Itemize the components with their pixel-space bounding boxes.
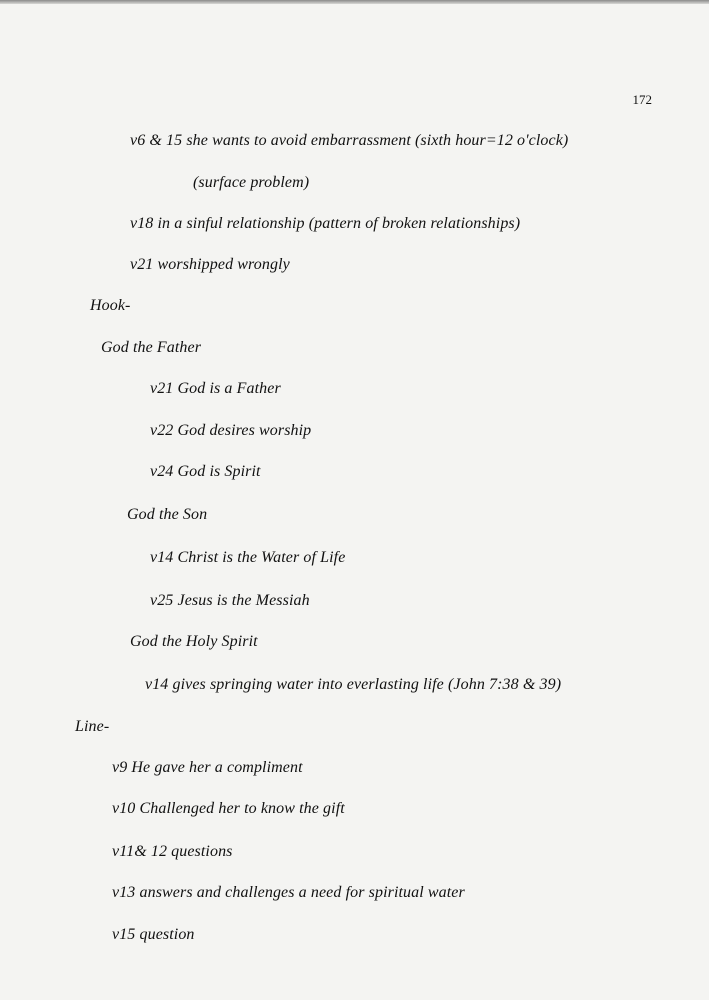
note-line-16: v9 He gave her a compliment bbox=[112, 759, 303, 776]
subheading-god-the-son: God the Son bbox=[127, 506, 208, 523]
note-line-8: v22 God desires worship bbox=[150, 422, 312, 439]
subheading-god-the-father: God the Father bbox=[101, 339, 202, 356]
note-line-11: v14 Christ is the Water of Life bbox=[150, 549, 346, 566]
note-line-1: v6 & 15 she wants to avoid embarrassment (sixth hour=12 o'clock) bbox=[130, 132, 569, 149]
note-line-18: v11& 12 questions bbox=[112, 843, 233, 860]
subheading-god-the-holy-spirit: God the Holy Spirit bbox=[130, 633, 258, 650]
note-line-12: v25 Jesus is the Messiah bbox=[150, 592, 310, 609]
note-line-7: v21 God is a Father bbox=[150, 380, 281, 397]
note-line-9: v24 God is Spirit bbox=[150, 463, 261, 480]
note-line-3: v18 in a sinful relationship (pattern of broken relationships) bbox=[130, 215, 521, 232]
section-heading-hook: Hook- bbox=[90, 297, 131, 314]
note-line-19: v13 answers and challenges a need for spiritual water bbox=[112, 884, 465, 901]
note-line-14: v14 gives springing water into everlasting life (John 7:38 & 39) bbox=[145, 676, 562, 693]
note-line-2: (surface problem) bbox=[193, 174, 310, 191]
note-line-20: v15 question bbox=[112, 926, 195, 943]
page-top-edge bbox=[0, 0, 709, 4]
section-heading-line: Line- bbox=[75, 718, 110, 735]
note-line-4: v21 worshipped wrongly bbox=[130, 256, 290, 273]
note-line-17: v10 Challenged her to know the gift bbox=[112, 800, 345, 817]
page-number: 172 bbox=[632, 92, 652, 107]
